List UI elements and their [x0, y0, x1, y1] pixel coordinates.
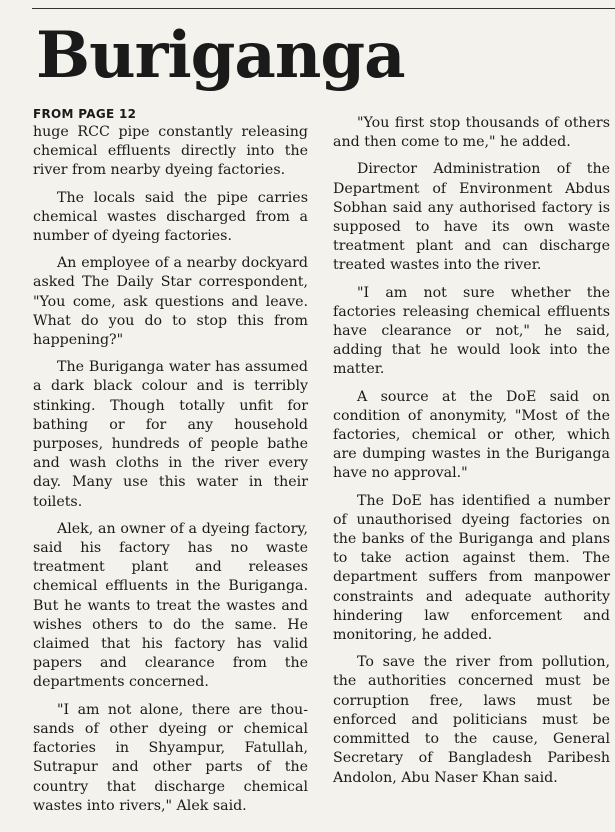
- paragraph: To save the river from pollution, the authorities concerned must be corruption free, laws must be enforced and politicians must be committed to the cause, General Secretary of Bangladesh Paribesh Andolon, Abu Naser Khan said.: [333, 654, 610, 786]
- paragraph: The locals said the pipe carries chemical wastes discharged from a number of dyeing factories.: [33, 189, 308, 245]
- continuation-kicker: FROM PAGE 12: [33, 107, 137, 121]
- article-column-right: [333, 114, 610, 796]
- paragraph: huge RCC pipe constantly releasing chemical effluents directly into the river from nearby dyeing factories.: [33, 124, 308, 179]
- paragraph: Alek, an owner of a dyeing factory, said his factory has no waste treatment plant and releases chemical effluents in the Buriganga. But he wants to treat the wastes and wishes others to do the same. He claimed that his factory has valid papers and clearance from the departments concerned.: [33, 520, 308, 691]
- paragraph: Director Administration of the Department of Environment Abdus Sobhan said any authorised factory is supposed to have its own waste treatment plant and can discharge treated wastes into the river.: [333, 161, 610, 274]
- paragraph: "I am not alone, there are thousands of other dyeing or chemical factories in Shyampur, Fatullah, Sutrapur and other parts of the country that discharge chemical wastes into rivers," Alek said.: [33, 701, 308, 814]
- paragraph: The Buriganga water has assumed a dark black colour and is terribly stinking. Though totally unfit for bathing or for any household purposes, hundreds of people bathe and wash cloths in the river every day. Many use this water in their toilets.: [33, 359, 308, 510]
- article-column-left: [33, 106, 308, 824]
- headline: Buriganga: [36, 18, 405, 93]
- paragraph: A source at the DoE said on condition of anonymity, "Most of the factories, chemical or other, which are dumping wastes in the Buriganga have no approval.": [333, 388, 610, 482]
- paragraph: "I am not sure whether the factories releasing chemical effluents have clearance or not," he said, adding that he would look into the matter.: [333, 284, 610, 378]
- paragraph: An employee of a nearby dockyard asked The Daily Star correspondent, "You come, ask questions and leave. What do you do to stop this from happening?": [33, 255, 308, 349]
- paragraph: "You first stop thousands of others and then come to me," he added.: [333, 115, 610, 151]
- paragraph: The DoE has identified a number of unauthorised dyeing factories on the banks of the Buriganga and plans to take action against them. The department suffers from manpower constraints and adequate authority hindering law enforcement and monitoring, he added.: [333, 492, 610, 644]
- top-rule: [32, 8, 615, 9]
